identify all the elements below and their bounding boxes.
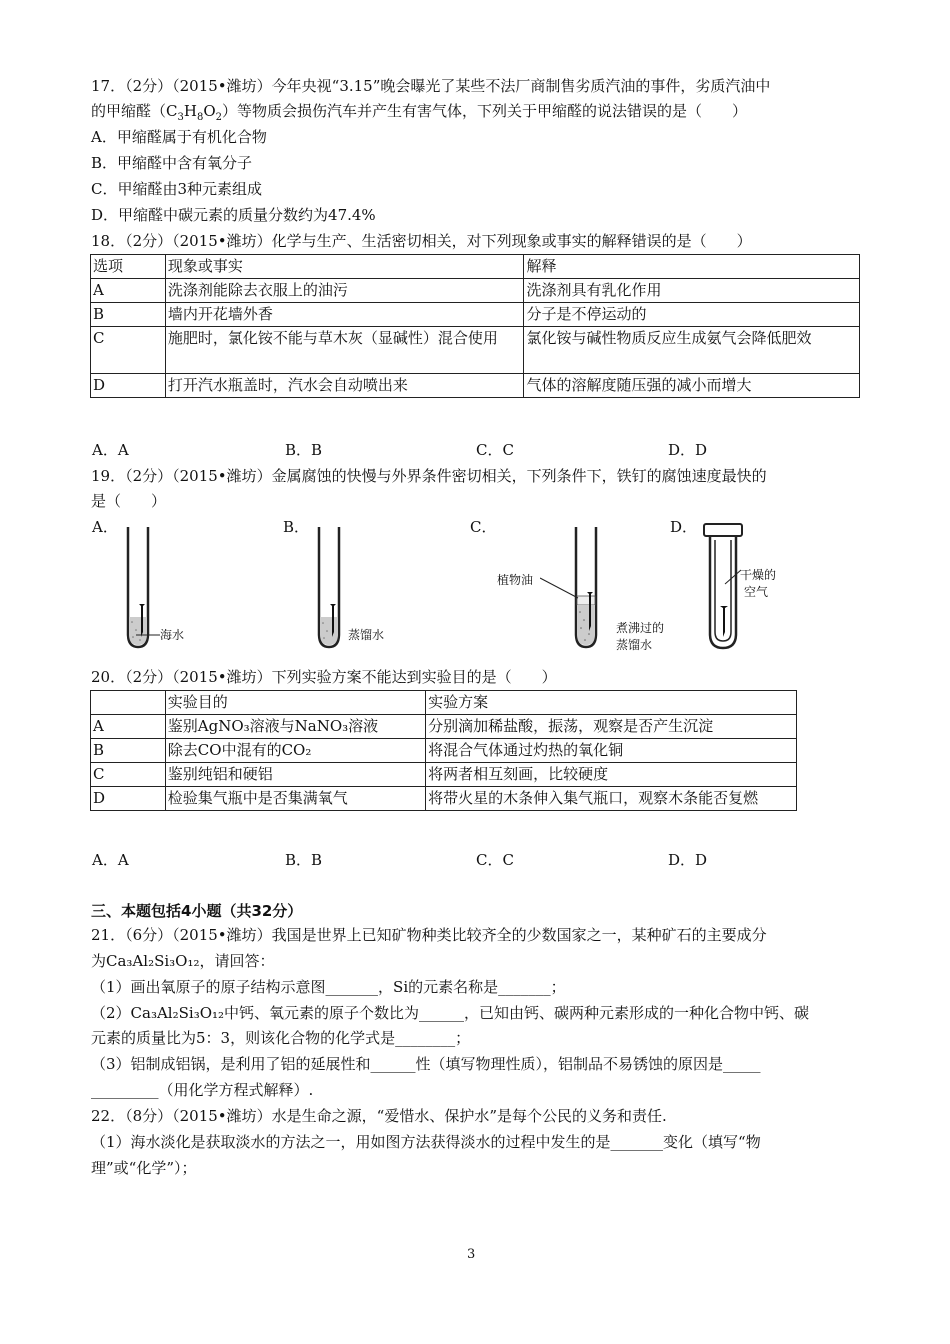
q22-line2: （1）海水淡化是获取淡水的方法之一，用如图方法获得淡水的过程中发生的是_______变化（填写“物 (91, 1133, 761, 1151)
table-cell: A (91, 279, 166, 303)
table-cell: 除去CO中混有的CO₂ (165, 739, 425, 763)
table-cell: 施肥时，氯化铵不能与草木灰（显碱性）混合使用 (165, 327, 524, 374)
table-cell: 打开汽水瓶盖时，汽水会自动喷出来 (165, 374, 524, 398)
table-header: 实验目的 (165, 691, 425, 715)
q21-line4: （2）Ca₃Al₂Si₃O₁₂中钙、氧元素的原子个数比为______，已知由钙、碳两种元素形成的一种化合物中钙、碳 (91, 1004, 810, 1022)
q18-answer-b[interactable]: B．B (285, 441, 323, 459)
table-cell: B (91, 739, 166, 763)
table-header: 解释 (524, 255, 860, 279)
table-row (91, 739, 797, 763)
table-cell: C (91, 327, 166, 374)
q17-option-d[interactable]: D．甲缩醛中碳元素的质量分数约为47.4% (91, 206, 376, 224)
page-number: 3 (467, 1247, 476, 1262)
table-row (91, 763, 797, 787)
tube-c-water-label-2: 蒸馏水 (616, 638, 653, 652)
q17-stem-pre: 的甲缩醛（C (91, 102, 178, 120)
table-cell: 洗涤剂具有乳化作用 (524, 279, 860, 303)
q21-line2: 为Ca₃Al₂Si₃O₁₂，请回答： (91, 952, 275, 970)
q20-stem: 20．（2分）（2015•潍坊）下列实验方案不能达到实验目的是（ ） (91, 668, 557, 686)
q17-option-b[interactable]: B．甲缩醛中含有氧分子 (91, 154, 253, 172)
tube-d-label-2: 空气 (744, 585, 769, 599)
q20-answer-c[interactable]: C．C (476, 851, 514, 869)
table-header (91, 691, 166, 715)
leader-line (136, 630, 162, 640)
table-row (91, 279, 860, 303)
table-row (91, 303, 860, 327)
q20-answer-d[interactable]: D．D (668, 851, 708, 869)
leader-line (540, 576, 580, 600)
test-tube-d-icon (700, 520, 746, 654)
table-row (91, 374, 860, 398)
table-cell: D (91, 374, 166, 398)
table-cell: 洗涤剂能除去衣服上的油污 (165, 279, 524, 303)
q17-option-c[interactable]: C．甲缩醛由3种元素组成 (91, 180, 263, 198)
tube-c-water-label-1: 煮沸过的 (616, 621, 665, 635)
table-cell: B (91, 303, 166, 327)
tube-a-label: 海水 (160, 628, 185, 642)
q18-answer-c[interactable]: C．C (476, 441, 514, 459)
q18-stem: 18．（2分）（2015•潍坊）化学与生产、生活密切相关，对下列现象或事实的解释错误的是（ ） (91, 232, 752, 250)
table-cell: 气体的溶解度随压强的减小而增大 (524, 374, 860, 398)
q19-option-c[interactable]: C． (470, 518, 497, 536)
q21-line3: （1）画出氧原子的原子结构示意图_______，Si的元素名称是_______； (91, 978, 566, 996)
q17-h: H (183, 102, 197, 120)
q18-table (90, 254, 860, 398)
table-row (91, 255, 860, 279)
table-cell: 将两者相互刻画，比较硬度 (426, 763, 797, 787)
q17-option-a[interactable]: A．甲缩醛属于有机化合物 (91, 128, 267, 146)
table-row (91, 787, 797, 811)
q20-table (90, 690, 797, 811)
q19-option-b[interactable]: B． (283, 518, 310, 536)
q18-answer-a[interactable]: A．A (92, 441, 129, 459)
q20-answer-b[interactable]: B．B (285, 851, 323, 869)
table-cell: D (91, 787, 166, 811)
q17-stem-post: ）等物质会损伤汽车并产生有害气体，下列关于甲缩醛的说法错误的是（ ） (222, 102, 748, 120)
q17-sub8: 8 (196, 112, 204, 123)
table-header: 选项 (91, 255, 166, 279)
q19-option-a[interactable]: A． (92, 518, 118, 536)
q17-o: O (203, 102, 216, 120)
q19-stem-line1: 19．（2分）（2015•潍坊）金属腐蚀的快慢与外界条件密切相关，下列条件下，铁钉的腐蚀速度最快的 (91, 467, 767, 485)
table-cell: 氯化铵与碱性物质反应生成氨气会降低肥效 (524, 327, 860, 374)
q21-line6: （3）铝制成铝锅，是利用了铝的延展性和______性（填写物理性质），铝制品不易锈蚀的原因是_____ (91, 1055, 761, 1073)
q19-stem-line2: 是（ ） (91, 492, 167, 510)
section-3-heading: 三、本题包括4小题（共32分） (91, 902, 303, 920)
table-cell: 鉴别纯铝和硬铝 (165, 763, 425, 787)
tube-c-oil-label: 植物油 (497, 573, 534, 587)
table-cell: 将混合气体通过灼热的氧化铜 (426, 739, 797, 763)
table-cell: 检验集气瓶中是否集满氧气 (165, 787, 425, 811)
table-row (91, 715, 797, 739)
table-cell: 鉴别AgNO₃溶液与NaNO₃溶液 (165, 715, 425, 739)
q18-answer-d[interactable]: D．D (668, 441, 708, 459)
table-cell: 分别滴加稀盐酸，振荡，观察是否产生沉淀 (426, 715, 797, 739)
q17-sub2: 2 (215, 112, 223, 123)
tube-d-label-1: 干燥的 (740, 568, 777, 582)
tube-b-label: 蒸馏水 (348, 628, 385, 642)
table-cell: C (91, 763, 166, 787)
table-row (91, 691, 797, 715)
table-cell: 墙内开花墙外香 (165, 303, 524, 327)
table-cell: A (91, 715, 166, 739)
q22-line3: 理”或“化学”）； (91, 1159, 197, 1177)
q17-stem-line1: 17．（2分）（2015•潍坊）今年央视“3.15”晚会曝光了某些不法厂商制售劣质汽油的事件，劣质汽油中 (91, 77, 771, 95)
q21-line1: 21．（6分）（2015•潍坊）我国是世界上已知矿物种类比较齐全的少数国家之一，某种矿石的主要成分 (91, 926, 767, 944)
table-header: 现象或事实 (165, 255, 524, 279)
q19-option-d[interactable]: D． (670, 518, 698, 536)
q17-stem-line2 (91, 101, 747, 128)
q22-line1: 22．（8分）（2015•潍坊）水是生命之源，“爱惜水、保护水”是每个公民的义务和责任. (91, 1107, 667, 1125)
q21-line7: _________（用化学方程式解释）. (91, 1081, 314, 1099)
table-cell: 将带火星的木条伸入集气瓶口，观察木条能否复燃 (426, 787, 797, 811)
table-cell: 分子是不停运动的 (524, 303, 860, 327)
q20-answer-a[interactable]: A．A (92, 851, 129, 869)
table-row (91, 327, 860, 374)
test-tube-b-icon (309, 522, 349, 652)
table-header: 实验方案 (426, 691, 797, 715)
q17-sub3: 3 (177, 112, 184, 123)
q21-line5: 元素的质量比为5：3，则该化合物的化学式是________； (91, 1029, 471, 1047)
